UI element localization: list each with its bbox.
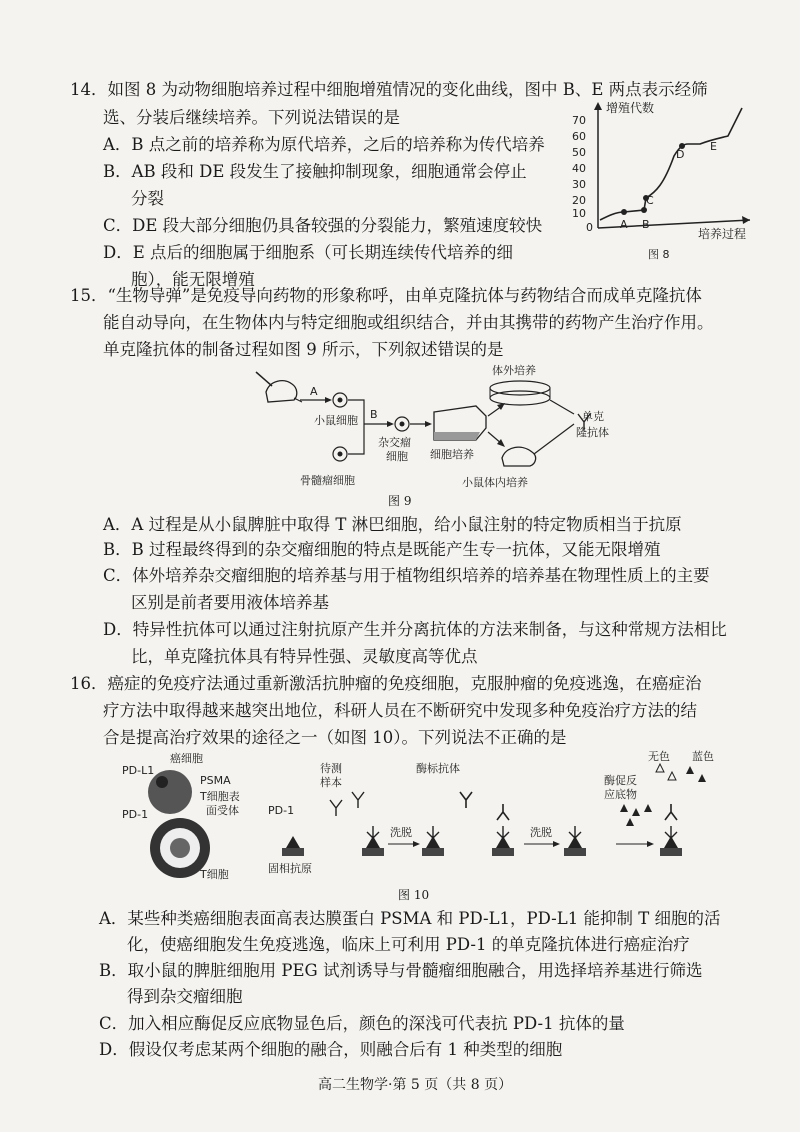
fig9-myeloma-cell: 骨髓瘤细胞 (300, 474, 355, 487)
fig9-mouse-icon-2 (502, 447, 536, 466)
q16-stem-line3: 合是提高治疗效果的途径之一（如图 10）。下列说法不正确的是 (103, 728, 567, 747)
fig8-label-c: C (646, 194, 654, 207)
fig10-sample-1: 待测 (320, 762, 342, 775)
fig8-curve (600, 108, 742, 220)
fig8-point-b (641, 207, 647, 213)
cancer-cell-icon (148, 770, 192, 814)
fig8-label-b: B (642, 218, 650, 231)
q16-option-c: C．加入相应酶促反应底物显色后，颜色的深浅可代表抗 PD-1 抗体的量 (99, 1014, 625, 1033)
fig9-mouse-cell: 小鼠细胞 (314, 414, 358, 427)
page-footer: 高二生物学·第 5 页（共 8 页） (318, 1077, 513, 1093)
fig9-mab-1: 单克 (582, 410, 604, 423)
q14-option-a: A．B 点之前的培养称为原代培养，之后的培养称为传代培养 (103, 135, 545, 154)
fig8-label-a: A (620, 218, 628, 231)
q14-stem-line2: 选、分装后继续培养。下列说法错误的是 (103, 108, 400, 127)
fig10-receptor-2: 面受体 (206, 804, 239, 817)
q15-option-d-cont: 比，单克隆抗体具有特异性强、灵敏度高等优点 (131, 647, 478, 666)
fig9-hybridoma-2: 细胞 (386, 450, 408, 463)
fig9-in-vitro: 体外培养 (492, 364, 536, 377)
q16-option-b: B．取小鼠的脾脏细胞用 PEG 试剂诱导与骨髓瘤细胞融合，用选择培养基进行筛选 (99, 961, 703, 980)
q14-option-b-cont: 分裂 (131, 189, 164, 208)
fig9-label-b: B (370, 408, 378, 421)
fig10-pd-1: PD-1 (268, 804, 295, 817)
fig10-wash-2: 洗脱 (530, 826, 552, 839)
fig10-pd-1-left: PD-1 (122, 808, 149, 821)
fig10-sample-2: 样本 (320, 776, 342, 789)
fig10-blue: 蓝色 (692, 750, 714, 763)
fig10-antigen: 固相抗原 (268, 862, 312, 875)
q16-stem-line2: 疗方法中取得越来越突出地位，科研人员在不断研究中发现多种免疫治疗方法的结 (103, 701, 697, 720)
fig8-xlabel: 培养过程 (698, 227, 747, 241)
well-step-4 (492, 804, 514, 856)
fig10-cancer-cell: 癌细胞 (170, 752, 203, 765)
q15-stem-line3: 单克隆抗体的制备过程如图 9 所示，下列叙述错误的是 (103, 340, 504, 359)
q15-option-c-cont: 区别是前者要用液体培养基 (131, 593, 329, 612)
fig9-in-vivo: 小鼠体内培养 (462, 476, 528, 489)
fig8-ytick-70: 70 (572, 114, 586, 127)
fig9-caption: 图 9 (388, 494, 412, 508)
fig10-substrate-2: 应底物 (604, 788, 637, 801)
fig8-ytick-0: 0 (586, 221, 593, 234)
q16-option-a-cont: 化，使癌细胞发生免疫逃逸，临床上可利用 PD-1 的单克隆抗体进行癌症治疗 (127, 935, 690, 954)
q16-option-b-cont: 得到杂交瘤细胞 (127, 987, 243, 1006)
q14-option-d: D．E 点后的细胞属于细胞系（可长期连续传代培养的细 (103, 243, 514, 262)
q16-option-a: A．某些种类癌细胞表面高表达膜蛋白 PSMA 和 PD-L1，PD-L1 能抑制 T 细胞的活 (99, 909, 721, 928)
q16-option-d: D．假设仅考虑某两个细胞的融合，则融合后有 1 种类型的细胞 (99, 1040, 563, 1059)
q14-option-d-cont: 胞），能无限增殖 (131, 270, 255, 289)
figure-8-growth-curve (560, 100, 760, 270)
fig8-ytick-20: 20 (572, 194, 586, 207)
fig10-pd-l1: PD-L1 (122, 764, 155, 777)
fig9-label-a: A (310, 385, 318, 398)
fig8-ytick-50: 50 (572, 146, 586, 159)
fig10-t-cell: T细胞 (200, 868, 229, 881)
fig8-ylabel: 增殖代数 (606, 101, 655, 115)
well-step-3 (422, 826, 444, 856)
fig10-receptor-1: T细胞表 (200, 790, 240, 803)
fig8-ytick-60: 60 (572, 130, 586, 143)
fig9-cell-culture: 细胞培养 (430, 448, 474, 461)
q15-option-a: A．A 过程是从小鼠脾脏中取得 T 淋巴细胞，给小鼠注射的特定物质相当于抗原 (103, 515, 682, 534)
fig9-hybridoma-1: 杂交瘤 (378, 436, 411, 449)
q15-option-b: B．B 过程最终得到的杂交瘤细胞的特点是既能产生专一抗体，又能无限增殖 (103, 540, 661, 559)
fig10-enzyme-antibody: 酶标抗体 (416, 762, 460, 775)
q14-stem-line1: 14．如图 8 为动物细胞培养过程中细胞增殖情况的变化曲线，图中 B、E 两点表示经筛 (70, 80, 708, 99)
fig8-label-d: D (676, 148, 685, 161)
fig8-caption: 图 8 (648, 248, 670, 261)
q14-option-c: C．DE 段大部分细胞仍具备较强的分裂能力，繁殖速度较快 (103, 216, 543, 235)
fig8-ytick-10: 10 (572, 207, 586, 220)
fig8-point-a (621, 209, 627, 215)
q15-stem-line1: 15．“生物导弹”是免疫导向药物的形象称呼，由单克隆抗体与药物结合而成单克隆抗体 (70, 286, 702, 305)
q14-option-b: B．AB 段和 DE 段发生了接触抑制现象，细胞通常会停止 (103, 162, 527, 181)
figure-9-monoclonal-antibody-process (250, 362, 610, 502)
q15-stem-line2: 能自动导向，在生物体内与特定细胞或组织结合，并由其携带的药物产生治疗作用。 (103, 313, 714, 332)
well-step-2 (362, 826, 384, 856)
well-step-5 (564, 826, 586, 856)
q15-option-d: D．特异性抗体可以通过注射抗原产生并分离抗体的方法来制备，与这种常规方法相比 (103, 620, 727, 639)
fig10-substrate-1: 酶促反 (604, 774, 637, 787)
fig10-caption: 图 10 (398, 888, 430, 902)
figure-10-immunotherapy-elisa (120, 752, 720, 887)
fig10-psma: PSMA (200, 774, 231, 787)
fig8-ytick-30: 30 (572, 178, 586, 191)
q15-option-c: C．体外培养杂交瘤细胞的培养基与用于植物组织培养的培养基在物理性质上的主要 (103, 566, 710, 585)
fig8-label-e: E (710, 140, 717, 153)
q16-stem-line1: 16．癌症的免疫疗法通过重新激活抗肿瘤的免疫细胞，克服肿瘤的免疫逃逸，在癌症治 (70, 674, 702, 693)
well-step-6 (660, 804, 682, 856)
fig10-wash-1: 洗脱 (390, 826, 412, 839)
fig9-mab-2: 隆抗体 (576, 426, 609, 439)
well-step-1 (282, 836, 304, 856)
fig10-colorless: 无色 (648, 750, 670, 763)
fig8-ytick-40: 40 (572, 162, 586, 175)
